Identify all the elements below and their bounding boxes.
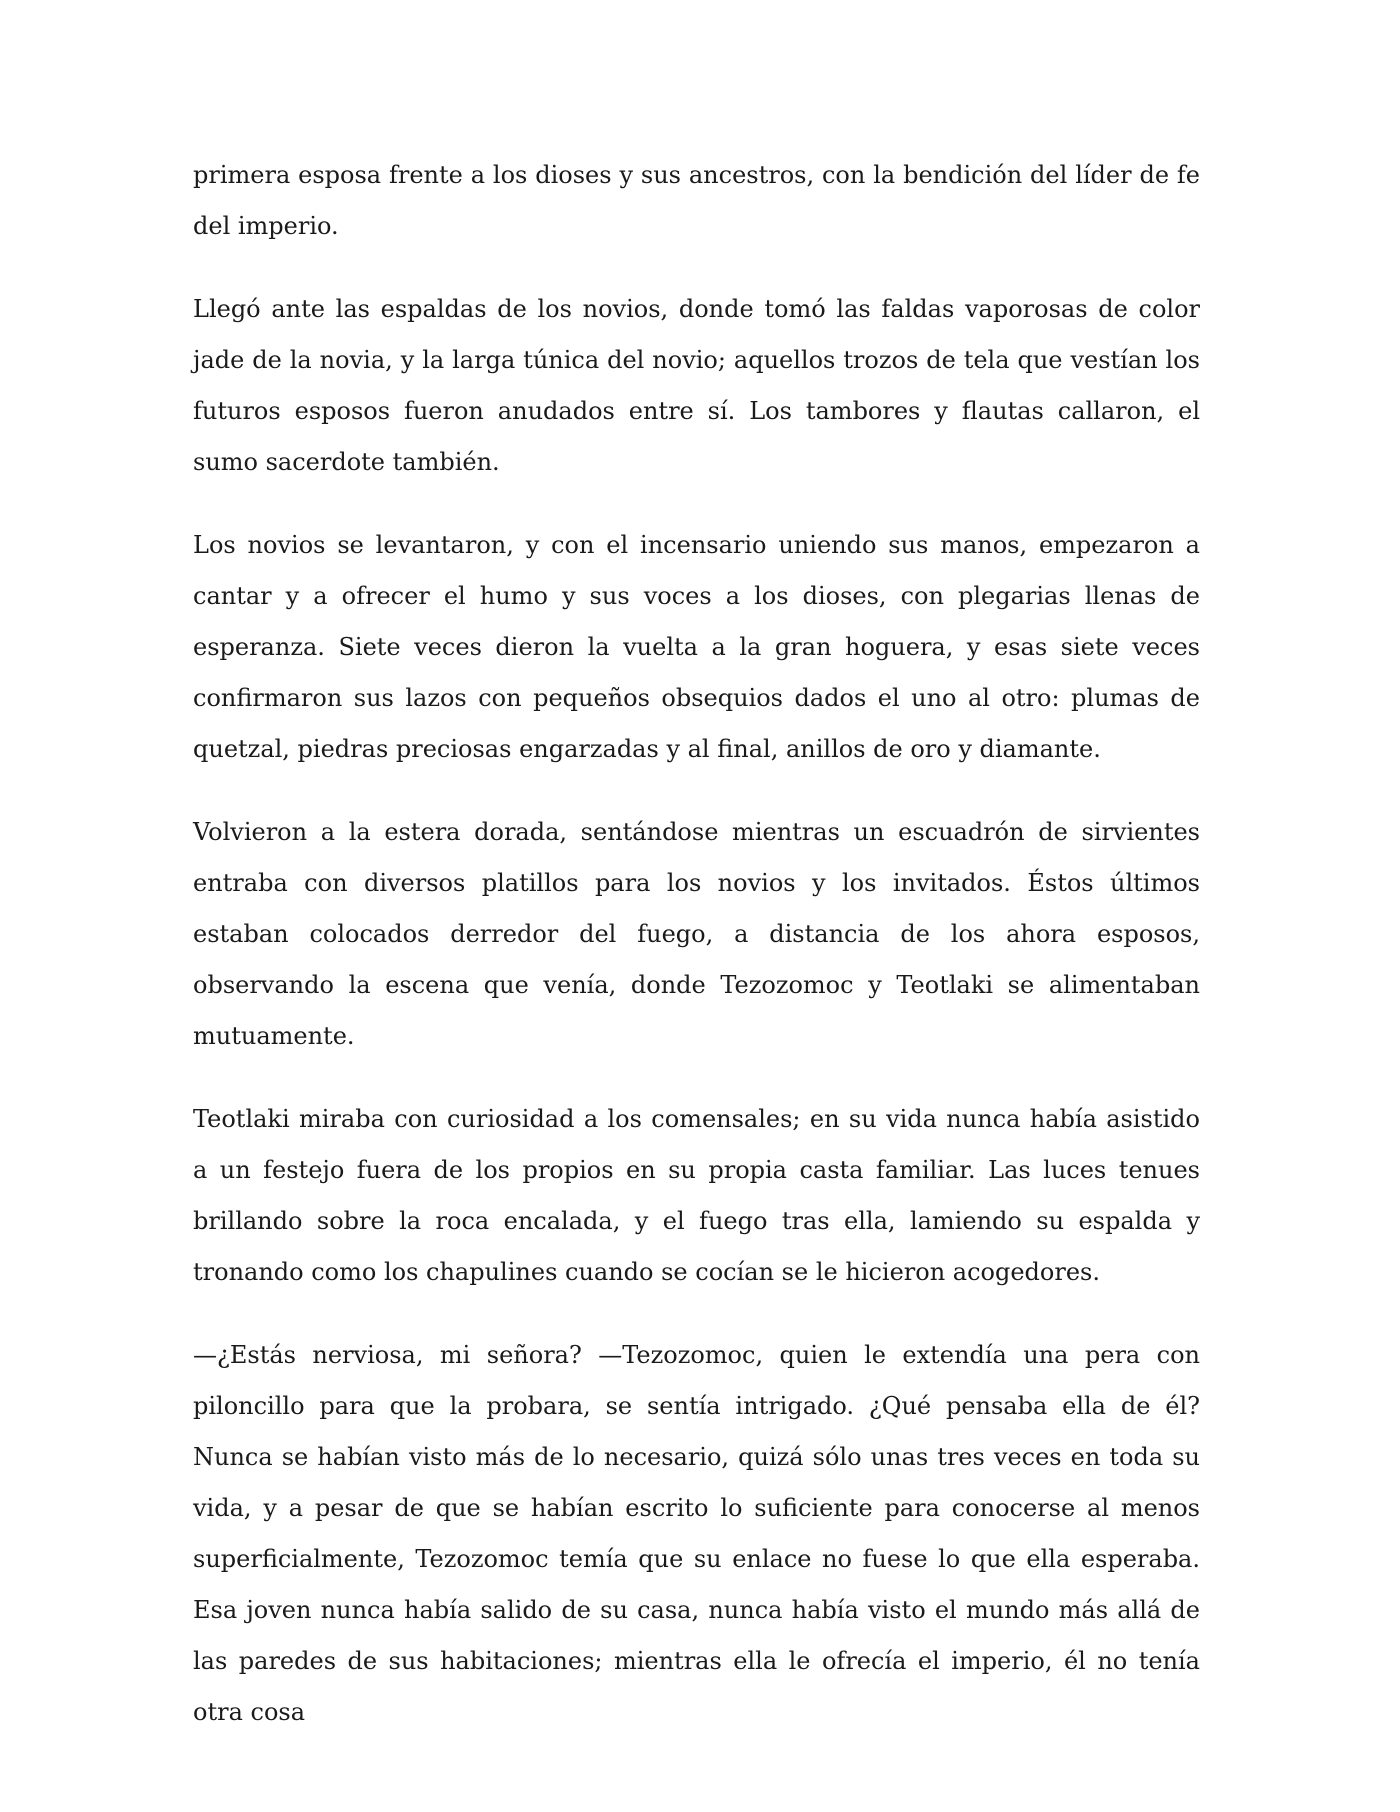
- page-body: [193, 150, 1200, 1770]
- paragraph-6: —¿Estás nerviosa, mi señora? —Tezozomoc, quien le extendía una pera con piloncillo para que la probara, se sentía intrigado. ¿Qué pensaba ella de él? Nunca se habían visto más de lo necesario, quizá sólo unas tres veces en toda su vida, y a pesar de que se habían escrito lo suficiente para conocerse al menos superficialmente, Tezozomoc temía que su enlace no fuese lo que ella esperaba. Esa joven nunca había salido de su casa, nunca había visto el mundo más allá de las paredes de sus habitaciones; mientras ella le ofrecía el imperio, él no tenía otra cosa: [193, 1341, 1200, 1726]
- paragraph-1: primera esposa frente a los dioses y sus ancestros, con la bendición del líder de fe del imperio.: [193, 161, 1200, 240]
- paragraph-5: Teotlaki miraba con curiosidad a los comensales; en su vida nunca había asistido a un festejo fuera de los propios en su propia casta familiar. Las luces tenues brillando sobre la roca encalada, y el fuego tras ella, lamiendo su espalda y tronando como los chapulines cuando se cocían se le hicieron acogedores.: [193, 1105, 1200, 1286]
- paragraph-2: Llegó ante las espaldas de los novios, donde tomó las faldas vaporosas de color jade de la novia, y la larga túnica del novio; aquellos trozos de tela que vestían los futuros esposos fueron anudados entre sí. Los tambores y flautas callaron, el sumo sacerdote también.: [193, 295, 1200, 476]
- paragraph-4: Volvieron a la estera dorada, sentándose mientras un escuadrón de sirvientes entraba con diversos platillos para los novios y los invitados. Éstos últimos estaban colocados derredor del fuego, a distancia de los ahora esposos, observando la escena que venía, donde Tezozomoc y Teotlaki se alimentaban mutuamente.: [193, 818, 1200, 1050]
- paragraph-3: Los novios se levantaron, y con el incensario uniendo sus manos, empezaron a cantar y a ofrecer el humo y sus voces a los dioses, con plegarias llenas de esperanza. Siete veces dieron la vuelta a la gran hoguera, y esas siete veces confirmaron sus lazos con pequeños obsequios dados el uno al otro: plumas de quetzal, piedras preciosas engarzadas y al final, anillos de oro y diamante.: [193, 531, 1200, 763]
